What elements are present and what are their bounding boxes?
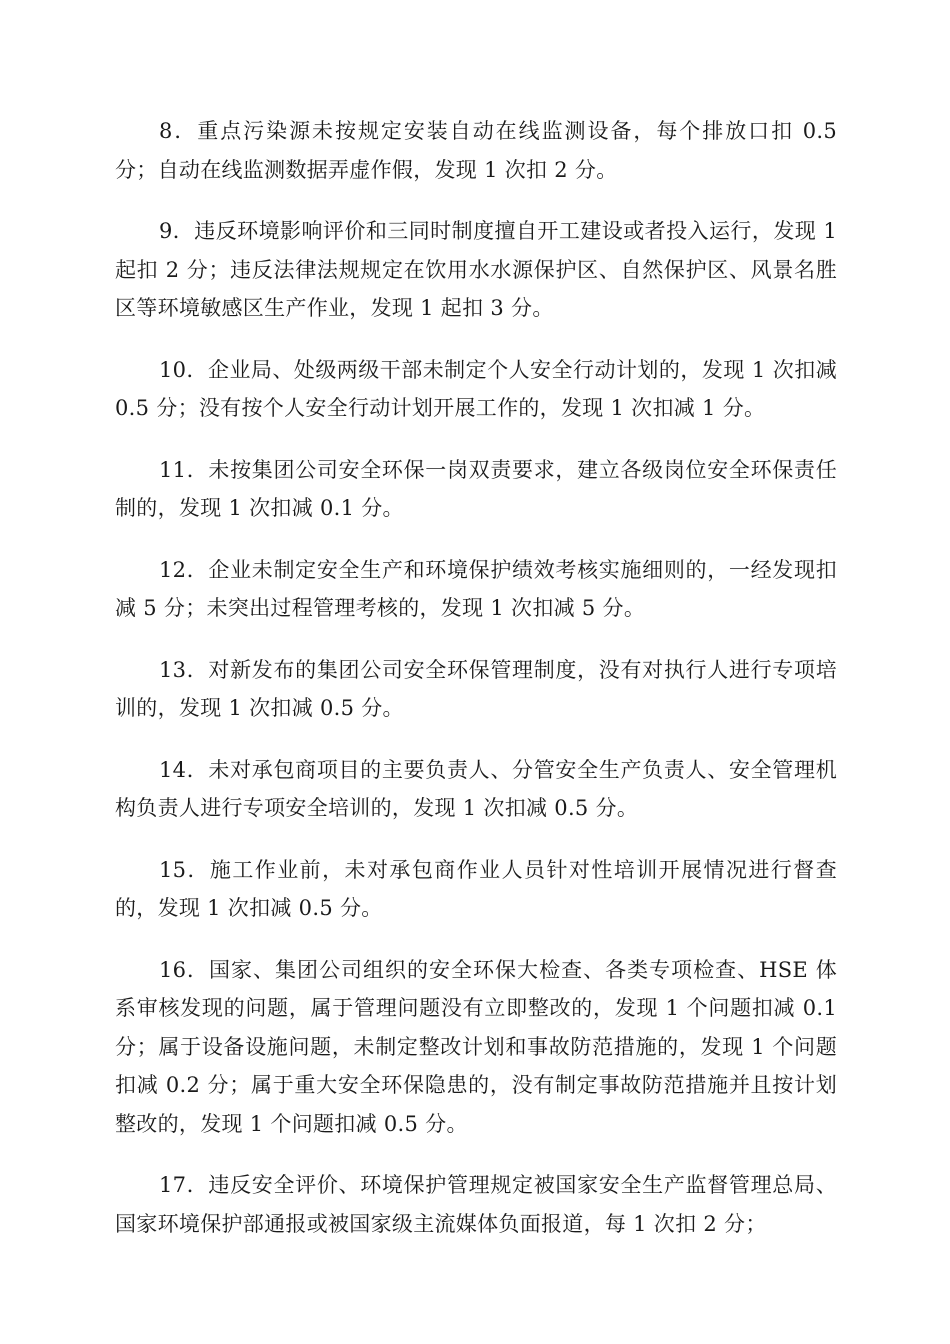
paragraph-item-13: 13．对新发布的集团公司安全环保管理制度，没有对执行人进行专项培训的，发现 1 次扣减 0.5 分。: [115, 657, 837, 720]
paragraph-item-9: 9．违反环境影响评价和三同时制度擅自开工建设或者投入运行，发现 1 起扣 2 分；违反法律法规规定在饮用水水源保护区、自然保护区、风景名胜区等环境敏感区生产作业，发现 1 起扣 3 分。: [115, 219, 837, 320]
paragraph-item-12: 12．企业未制定安全生产和环境保护绩效考核实施细则的，一经发现扣减 5 分；未突出过程管理考核的，发现 1 次扣减 5 分。: [115, 557, 837, 620]
paragraph-item-16: 16．国家、集团公司组织的安全环保大检查、各类专项检查、HSE 体系审核发现的问题，属于管理问题没有立即整改的，发现 1 个问题扣减 0.1 分；属于设备设施问题，未制定整改计划和事故防范措施的，发现 1 个问题扣减 0.2 分；属于重大安全环保隐患的，没有制定事故防范措施并且按计划整改的，发现 1 个问题扣减 0.5 分。: [115, 957, 837, 1136]
paragraph-item-17: 17．违反安全评价、环境保护管理规定被国家安全生产监督管理总局、国家环境保护部通报或被国家级主流媒体负面报道，每 1 次扣 2 分；: [115, 1173, 837, 1236]
paragraph-item-15: 15．施工作业前，未对承包商作业人员针对性培训开展情况进行督查的，发现 1 次扣减 0.5 分。: [115, 857, 837, 920]
paragraph-item-14: 14．未对承包商项目的主要负责人、分管安全生产负责人、安全管理机构负责人进行专项安全培训的，发现 1 次扣减 0.5 分。: [115, 757, 837, 820]
document-page: [115, 112, 837, 1266]
paragraph-item-10: 10．企业局、处级两级干部未制定个人安全行动计划的，发现 1 次扣减 0.5 分；没有按个人安全行动计划开展工作的，发现 1 次扣减 1 分。: [115, 357, 837, 420]
paragraph-item-11: 11．未按集团公司安全环保一岗双责要求，建立各级岗位安全环保责任制的，发现 1 次扣减 0.1 分。: [115, 457, 837, 520]
paragraph-item-8: 8．重点污染源未按规定安装自动在线监测设备，每个排放口扣 0.5 分；自动在线监测数据弄虚作假，发现 1 次扣 2 分。: [115, 119, 837, 182]
